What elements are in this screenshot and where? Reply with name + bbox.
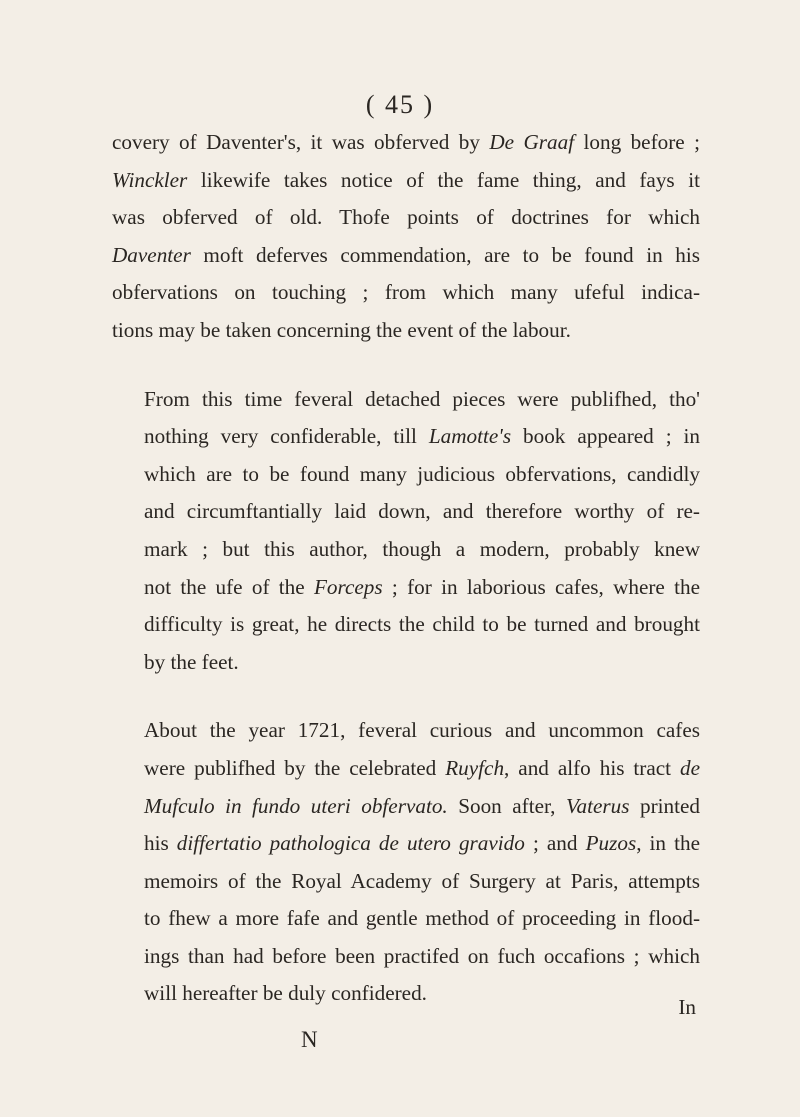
text-line: About the year 1721, feveral curious and uncommon cafes	[144, 718, 700, 743]
paragraph-1	[112, 124, 700, 350]
italic-text: Winckler	[112, 167, 188, 192]
text-line: were publifhed by the celebrated Ruyfch, and alfo his tract de	[144, 755, 700, 780]
text-line: difficulty is great, he directs the child to be turned and brought	[144, 612, 700, 637]
text-line: which are to be found many judicious obfervations, candidly	[144, 461, 700, 486]
text-line: his differtatio pathologica de utero gravido ; and Puzos, in the	[144, 831, 700, 856]
body-text	[112, 124, 700, 1013]
italic-text: De Graaf	[489, 130, 575, 154]
italic-text: Ruyfch	[445, 755, 505, 780]
italic-text: Vaterus	[565, 793, 630, 818]
text-line: nothing very confiderable, till Lamotte's book appeared ; in	[144, 424, 700, 449]
catchword: In	[678, 995, 696, 1019]
text-line: Daventer moft deferves commendation, are to be found in his	[112, 242, 700, 267]
italic-text: differtatio pathologica de utero gravido	[176, 831, 525, 856]
italic-text: Mufculo in fundo uteri obfervato.	[144, 793, 448, 818]
italic-text: Puzos	[585, 831, 637, 856]
text-line: and circumftantially laid down, and therefore worthy of re-	[144, 499, 700, 524]
text-line: ings than had before been practifed on fuch occafions ; which	[144, 943, 700, 968]
text-line: covery of Daventer's, it was obferved by De Graaf long before ;	[112, 130, 700, 154]
page-number: ( 45 )	[365, 90, 435, 119]
italic-text: de	[679, 755, 700, 780]
italic-text: Daventer	[112, 242, 191, 267]
text-line: Mufculo in fundo uteri obfervato. Soon after, Vaterus printed	[144, 793, 700, 818]
text-line: to fhew a more fafe and gentle method of proceeding in flood-	[144, 906, 700, 931]
text-line: Winckler likewife takes notice of the fame thing, and fays it	[112, 167, 700, 192]
text-line: memoirs of the Royal Academy of Surgery at Paris, attempts	[144, 868, 700, 893]
text-line: tions may be taken concerning the event of the labour.	[112, 317, 571, 342]
text-line: mark ; but this author, though a modern, probably knew	[144, 536, 700, 561]
italic-text: Forceps	[313, 574, 383, 599]
text-line: not the ufe of the Forceps ; for in laborious cafes, where the	[144, 574, 700, 599]
italic-text: Lamotte's	[428, 424, 512, 449]
signature-mark: N	[301, 1027, 318, 1052]
text-line: by the feet.	[144, 649, 239, 674]
paragraph-3	[112, 712, 700, 1013]
text-line: will hereafter be duly confidered.	[144, 981, 427, 1006]
text-line: was obferved of old. Thofe points of doctrines for which	[112, 205, 700, 230]
paragraph-2	[112, 381, 700, 682]
text-line: obfervations on touching ; from which many ufeful indica-	[112, 280, 700, 305]
text-line: From this time feveral detached pieces were publifhed, tho'	[144, 386, 700, 411]
